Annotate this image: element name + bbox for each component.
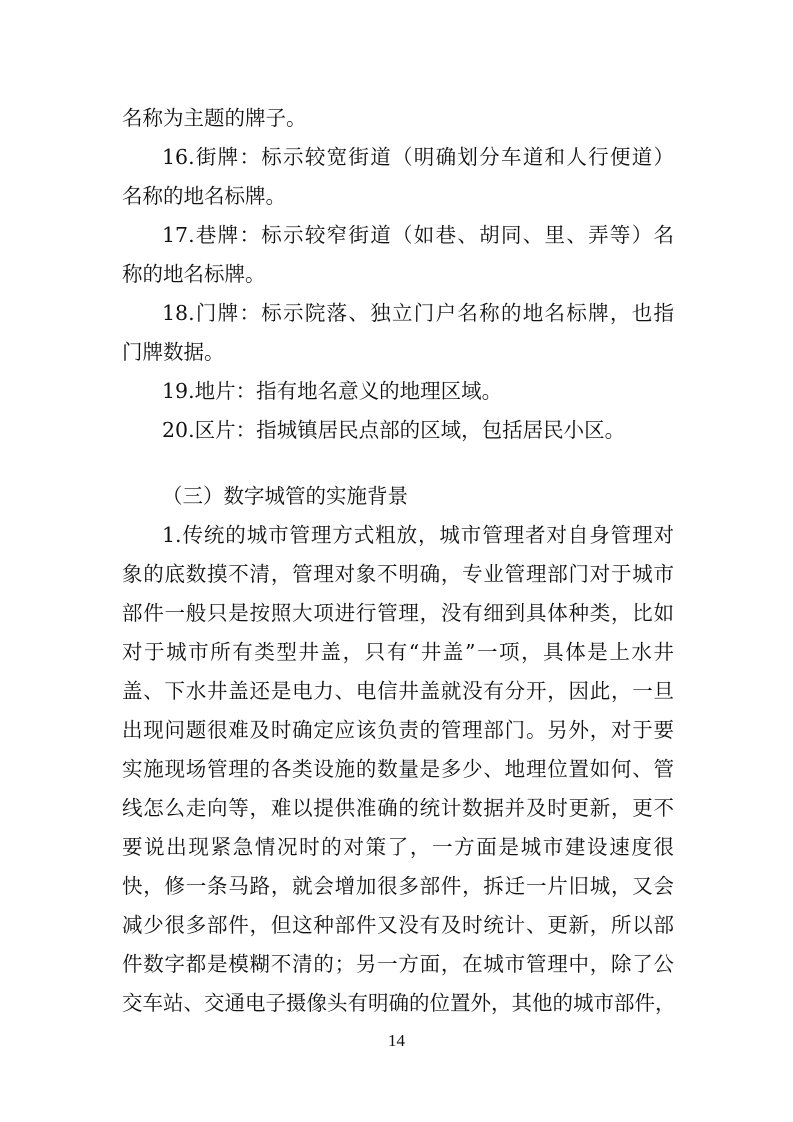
paragraph-line: 实施现场管理的各类设施的数量是多少、地理位置如何、管: [122, 757, 674, 781]
text-line: 16.街牌：标示较宽街道（明确划分车道和人行便道）: [162, 145, 674, 169]
paragraph-line: 出现问题很难及时确定应该负责的管理部门。另外，对于要: [122, 718, 674, 742]
text-line: 门牌数据。: [122, 340, 225, 364]
paragraph-line: 快，修一条马路，就会增加很多部件，拆迁一片旧城，又会: [122, 874, 674, 898]
paragraph-line: 象的底数摸不清，管理对象不明确，专业管理部门对于城市: [122, 562, 674, 586]
section-heading: （三）数字城管的实施背景: [162, 484, 408, 508]
paragraph-line: 要说出现紧急情况时的对策了，一方面是城市建设速度很: [122, 835, 674, 859]
paragraph-line: 减少很多部件，但这种部件又没有及时统计、更新，所以部: [122, 913, 674, 937]
text-line: 17.巷牌：标示较窄街道（如巷、胡同、里、弄等）名: [162, 223, 674, 247]
paragraph-line: 件数字都是模糊不清的；另一方面，在城市管理中，除了公: [122, 952, 674, 976]
paragraph-line: 交车站、交通电子摄像头有明确的位置外，其他的城市部件，: [122, 991, 676, 1015]
text-line: 名称为主题的牌子。: [122, 106, 307, 130]
paragraph-line: 线怎么走向等，难以提供准确的统计数据并及时更新，更不: [122, 796, 674, 820]
page-number: 14: [388, 1031, 405, 1050]
text-line: 19.地片：指有地名意义的地理区域。: [162, 379, 503, 403]
text-line: 18.门牌：标示院落、独立门户名称的地名标牌，也指: [162, 301, 674, 325]
paragraph-line: 盖、下水井盖还是电力、电信井盖就没有分开，因此，一旦: [122, 679, 674, 703]
paragraph-line: 1.传统的城市管理方式粗放，城市管理者对自身管理对: [162, 523, 674, 547]
text-line: 名称的地名标牌。: [122, 184, 286, 208]
paragraph-line: 对于城市所有类型井盖，只有“井盖”一项，具体是上水井: [122, 640, 674, 664]
text-line: 称的地名标牌。: [122, 262, 266, 286]
paragraph-line: 部件一般只是按照大项进行管理，没有细到具体种类，比如: [122, 601, 674, 625]
text-line: 20.区片：指城镇居民点部的区域，包括居民小区。: [162, 418, 626, 442]
